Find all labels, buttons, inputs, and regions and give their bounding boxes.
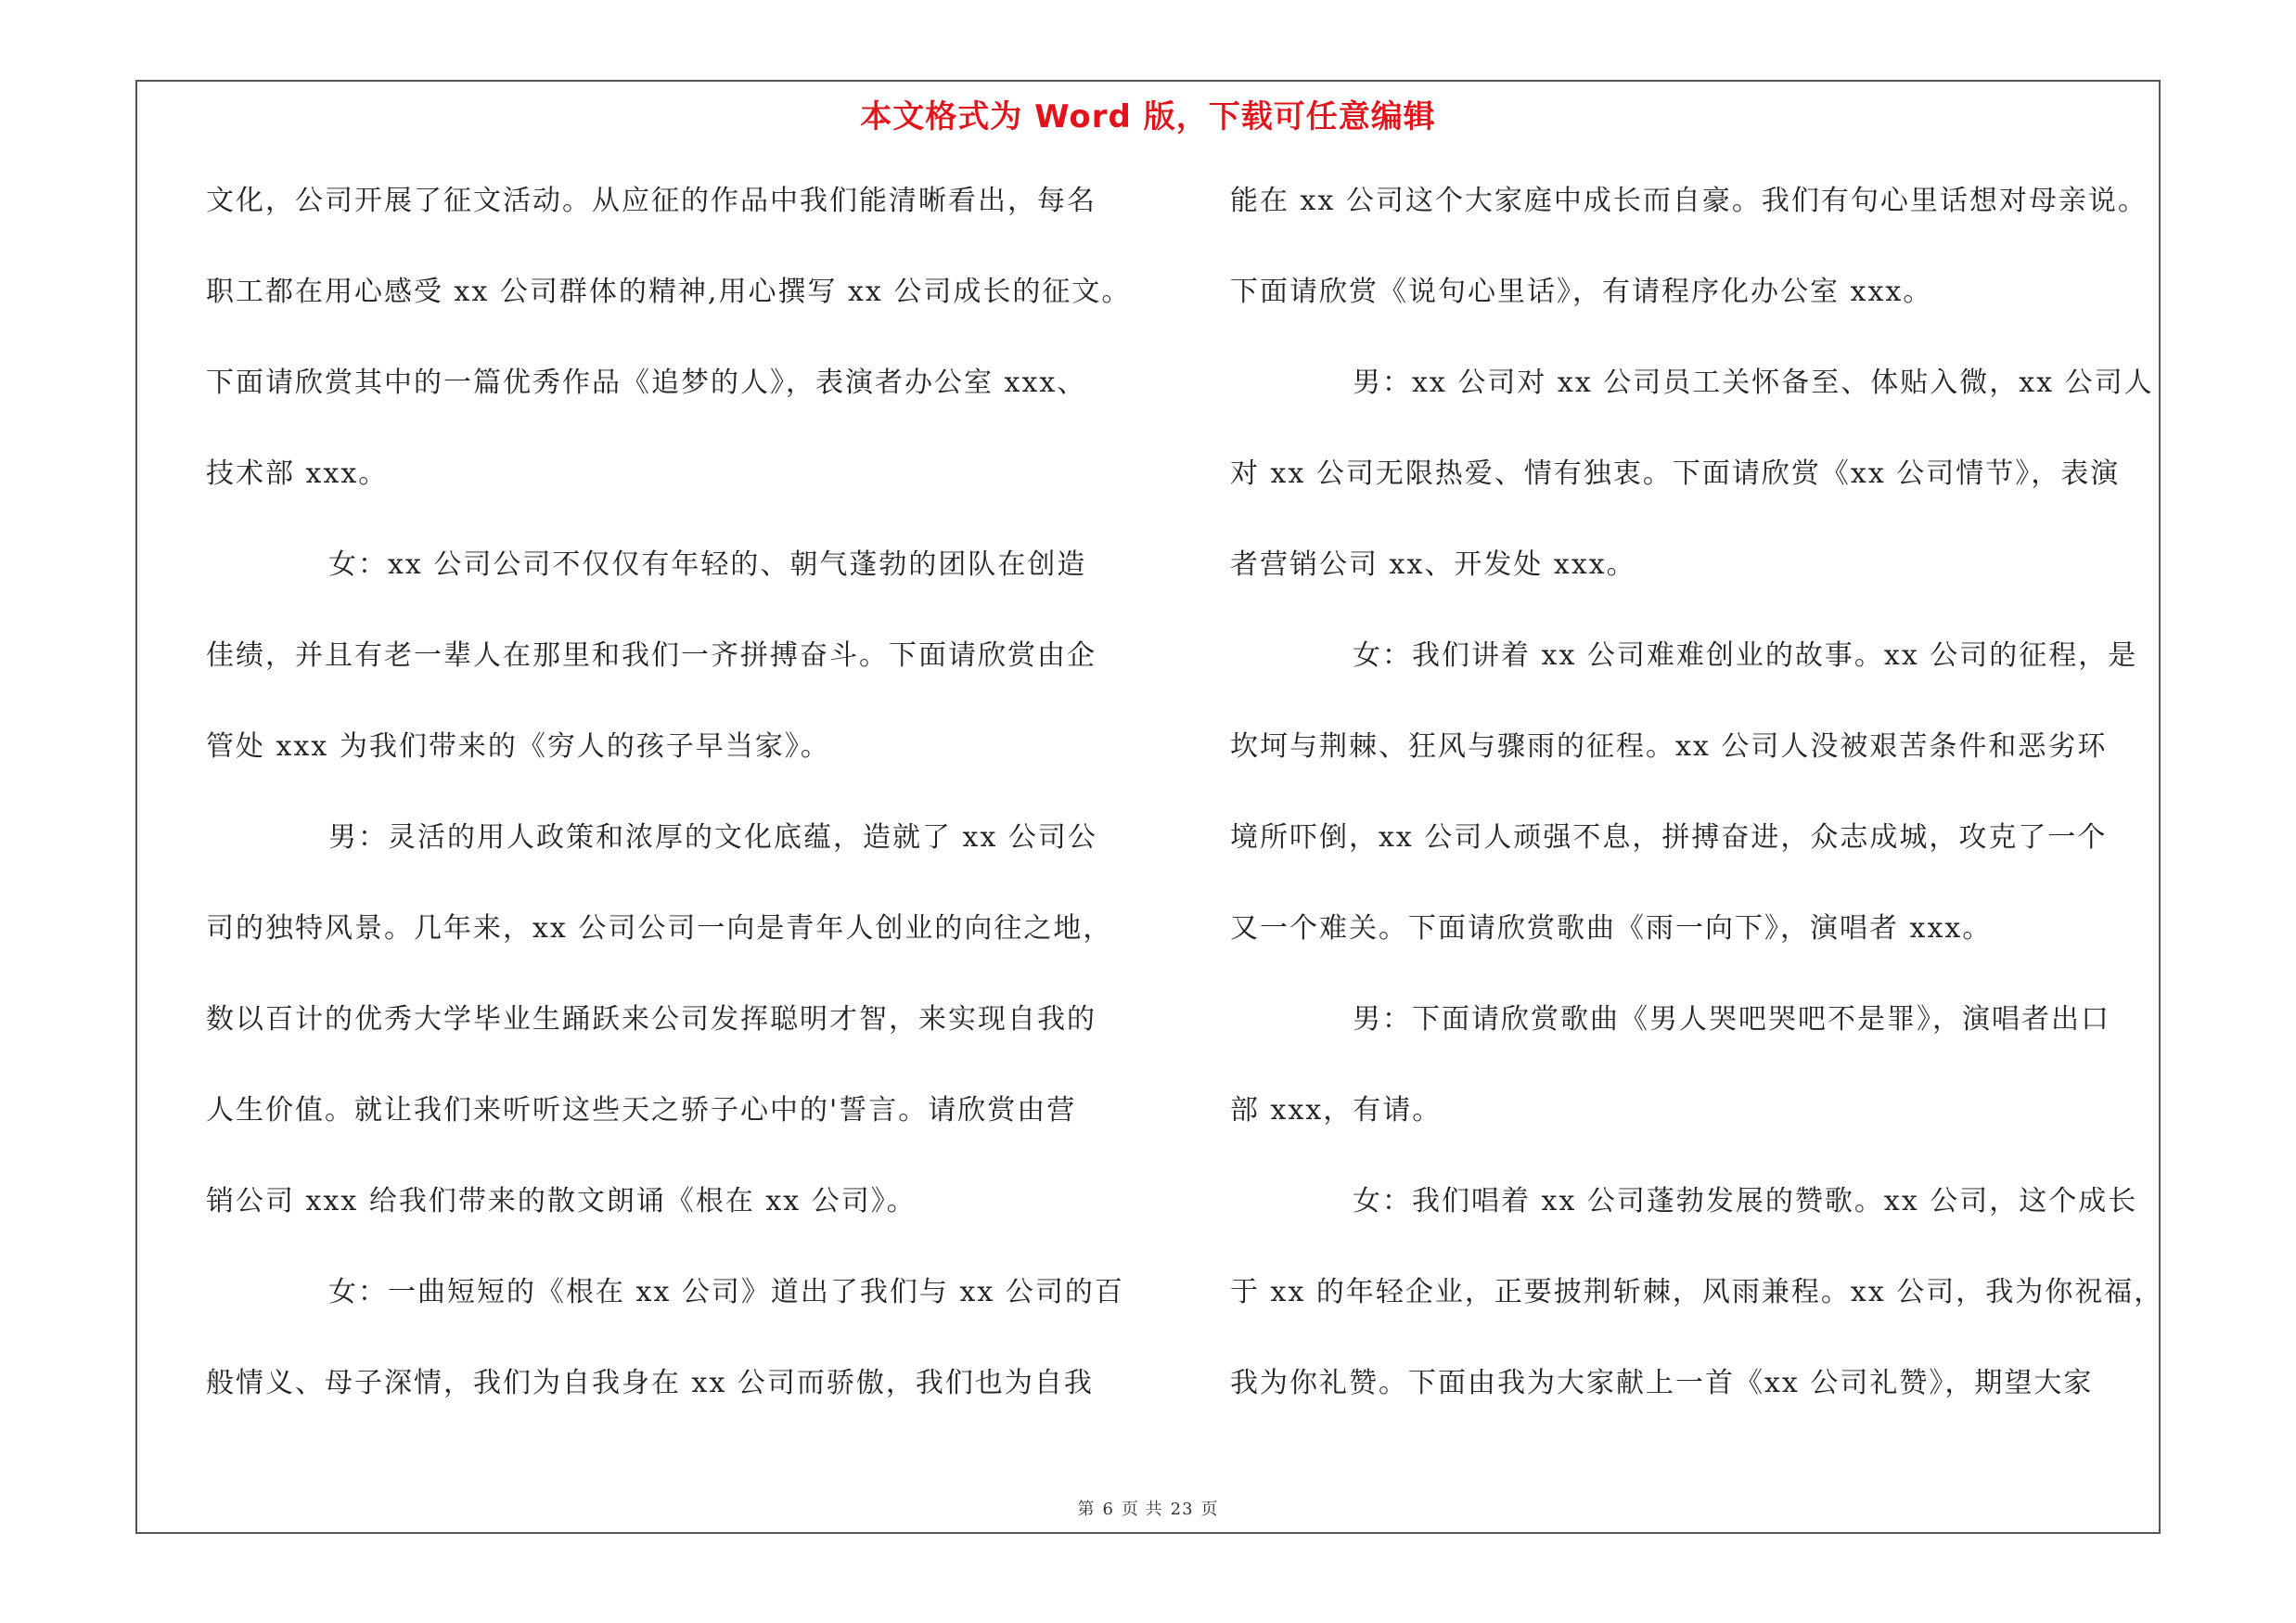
text-line: 男：xx 公司对 xx 公司员工关怀备至、体贴入微，xx 公司人 bbox=[1353, 367, 2154, 399]
right-text-column bbox=[1230, 183, 2223, 1456]
text-line: 境所吓倒，xx 公司人顽强不息，拼搏奋进，众志成城，攻克了一个 bbox=[1230, 821, 2108, 854]
text-line: 女：一曲短短的《根在 xx 公司》道出了我们与 xx 公司的百 bbox=[328, 1276, 1124, 1308]
word-format-banner: 本文格式为 Word 版，下载可任意编辑 bbox=[860, 98, 1436, 135]
footer-suffix: 页 bbox=[1200, 1500, 1219, 1519]
text-line: 司的独特风景。几年来，xx 公司公司一向是青年人创业的向往之地， bbox=[206, 912, 1113, 945]
text-line: 数以百计的优秀大学毕业生踊跃来公司发挥聪明才智，来实现自我的 bbox=[206, 1003, 1097, 1036]
text-line: 于 xx 的年轻企业，正要披荆斩棘，风雨兼程。xx 公司，我为你祝福， bbox=[1230, 1276, 2164, 1308]
text-line: 下面请欣赏《说句心里话》，有请程序化办公室 xxx。 bbox=[1230, 276, 1933, 308]
text-line: 又一个难关。下面请欣赏歌曲《雨一向下》，演唱者 xxx。 bbox=[1230, 912, 1993, 945]
text-line: 女：我们讲着 xx 公司难难创业的故事。xx 公司的征程，是 bbox=[1353, 639, 2138, 672]
text-line: 者营销公司 xx、开发处 xxx。 bbox=[1230, 548, 1636, 581]
text-line: 女：xx 公司公司不仅仅有年轻的、朝气蓬勃的团队在创造 bbox=[328, 548, 1087, 581]
text-line: 男：下面请欣赏歌曲《男人哭吧哭吧不是罪》，演唱者出口 bbox=[1353, 1003, 2110, 1036]
text-line: 对 xx 公司无限热爱、情有独衷。下面请欣赏《xx 公司情节》，表演 bbox=[1230, 457, 2121, 490]
text-line: 文化，公司开展了征文活动。从应征的作品中我们能清晰看出，每名 bbox=[206, 185, 1097, 217]
text-line: 管处 xxx 为我们带来的《穷人的孩子早当家》。 bbox=[206, 730, 830, 763]
text-line: 佳绩，并且有老一辈人在那里和我们一齐拼搏奋斗。下面请欣赏由企 bbox=[206, 639, 1097, 672]
text-line: 人生价值。就让我们来听听这些天之骄子心中的'誓言。请欣赏由营 bbox=[206, 1094, 1077, 1127]
footer-middle: 页 共 bbox=[1121, 1500, 1163, 1519]
text-line: 般情义、母子深情，我们为自我身在 xx 公司而骄傲，我们也为自我 bbox=[206, 1367, 1094, 1399]
left-text-column bbox=[206, 183, 1199, 1456]
text-line: 技术部 xxx。 bbox=[206, 457, 389, 490]
footer-current-page: 6 bbox=[1102, 1500, 1114, 1519]
text-line: 坎坷与荆棘、狂风与骤雨的征程。xx 公司人没被艰苦条件和恶劣环 bbox=[1230, 730, 2108, 763]
text-line: 职工都在用心感受 xx 公司群体的精神,用心撰写 xx 公司成长的征文。 bbox=[206, 276, 1132, 308]
text-line: 部 xxx，有请。 bbox=[1230, 1094, 1443, 1127]
text-line: 下面请欣赏其中的一篇优秀作品《追梦的人》，表演者办公室 xxx、 bbox=[206, 367, 1087, 399]
footer-prefix: 第 bbox=[1077, 1500, 1096, 1519]
text-line: 销公司 xxx 给我们带来的散文朗诵《根在 xx 公司》。 bbox=[206, 1185, 917, 1217]
text-line: 男：灵活的用人政策和浓厚的文化底蕴，造就了 xx 公司公 bbox=[328, 821, 1097, 854]
page-footer bbox=[0, 1496, 2296, 1520]
text-line: 女：我们唱着 xx 公司蓬勃发展的赞歌。xx 公司，这个成长 bbox=[1353, 1185, 2138, 1217]
text-line: 能在 xx 公司这个大家庭中成长而自豪。我们有句心里话想对母亲说。 bbox=[1230, 185, 2148, 217]
footer-total-pages: 23 bbox=[1170, 1500, 1194, 1519]
text-line: 我为你礼赞。下面由我为大家献上一首《xx 公司礼赞》，期望大家 bbox=[1230, 1367, 2094, 1399]
